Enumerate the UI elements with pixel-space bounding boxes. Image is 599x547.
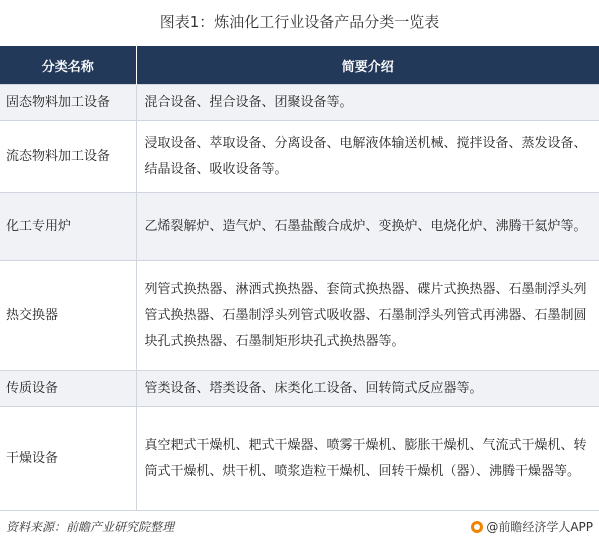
table-row	[0, 407, 599, 511]
category-table	[0, 46, 599, 511]
category-desc: 真空耙式干燥机、耙式干燥器、喷雾干燥机、膨胀干燥机、气流式干燥机、转筒式干燥机、烘干机、喷浆造粒干燥机、回转干燥机（器）、沸腾干燥器等。	[136, 407, 599, 511]
table-row	[0, 121, 599, 193]
category-desc: 混合设备、捏合设备、团聚设备等。	[136, 85, 599, 121]
category-name: 化工专用炉	[0, 193, 136, 261]
category-desc: 浸取设备、萃取设备、分离设备、电解液体输送机械、搅拌设备、蒸发设备、结晶设备、吸收设备等。	[136, 121, 599, 193]
brand-credit	[471, 516, 593, 538]
header-category: 分类名称	[0, 46, 136, 85]
brand-text: @前瞻经济学人APP	[486, 520, 593, 534]
table-row	[0, 85, 599, 121]
table-row	[0, 261, 599, 371]
category-desc: 列管式换热器、淋洒式换热器、套筒式换热器、碟片式换热器、石墨制浮头列管式换热器、石墨制浮头列管式吸收器、石墨制浮头列管式再沸器、石墨制圆块孔式换热器、石墨制矩形块孔式换热器等。	[136, 261, 599, 371]
qianzhan-logo-icon	[471, 521, 483, 533]
table-header-row	[0, 46, 599, 85]
table-row	[0, 371, 599, 407]
header-description: 简要介绍	[136, 46, 599, 85]
table-row	[0, 193, 599, 261]
category-name: 干燥设备	[0, 407, 136, 511]
category-desc: 乙烯裂解炉、造气炉、石墨盐酸合成炉、变换炉、电烧化炉、沸腾干氦炉等。	[136, 193, 599, 261]
category-name: 流态物料加工设备	[0, 121, 136, 193]
page-title: 图表1：炼油化工行业设备产品分类一览表	[159, 13, 440, 31]
category-name: 热交换器	[0, 261, 136, 371]
category-name: 传质设备	[0, 371, 136, 407]
category-name: 固态物料加工设备	[0, 85, 136, 121]
footer	[0, 516, 599, 538]
category-desc: 管类设备、塔类设备、床类化工设备、回转筒式反应器等。	[136, 371, 599, 407]
source-note: 资料来源：前瞻产业研究院整理	[6, 520, 175, 534]
